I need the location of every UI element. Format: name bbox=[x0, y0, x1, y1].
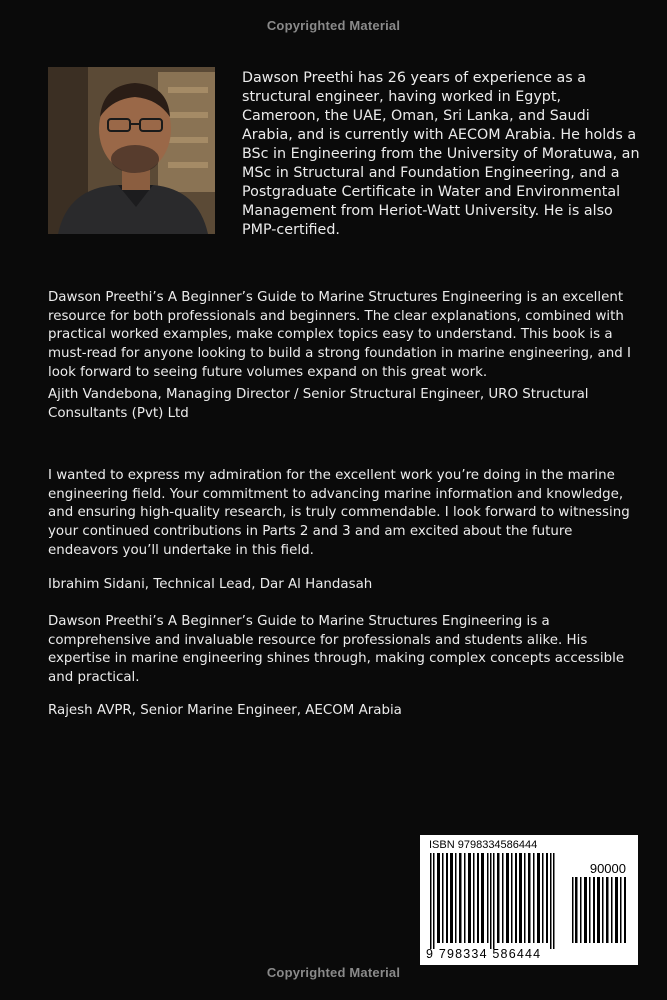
endorsement-quote: I wanted to express my admiration for the excellent work you’re doing in the marine engineering field. Your commitment to advancing marine information and knowledge, and ensuring high-quality research, is truly commendable. I look forward to witnessing your continued contributions in Parts 2 and 3 and am excited about the future endeavors you’ll undertake in this field. bbox=[48, 468, 630, 558]
author-bio: Dawson Preethi has 26 years of experience as a structural engineer, having worked in Egypt, Cameroon, the UAE, Oman, Sri Lanka, and Saudi Arabia, and is currently with AECOM Arabia. He holds a BSc in Engineering from the University of Moratuwa, an MSc in Structural and Foundation Engineering, and a Postgraduate Certificate in Water and Environmental Management from Heriot-Watt University. He is also PMP-certified. bbox=[242, 70, 640, 238]
endorsement-quote: Dawson Preethi’s A Beginner’s Guide to Marine Structures Engineering is a comprehensive and invaluable resource for professionals and students alike. His expertise in marine engineering shines through, making complex concepts accessible and practical. bbox=[48, 614, 625, 686]
isbn-label: ISBN 9798334586444 bbox=[429, 839, 538, 851]
ean-barcode-bars bbox=[426, 853, 566, 949]
endorsement-quote: Dawson Preethi’s A Beginner’s Guide to Marine Structures Engineering is an excellent resource for both professionals and beginners. The clear explanations, combined with practical worked examples, make complex topics easy to understand. This book is a must-read for anyone looking to build a strong foundation in marine engineering, and I look forward to seeing future volumes expand on this great work. bbox=[48, 290, 631, 380]
endorsement-attribution: Ibrahim Sidani, Technical Lead, Dar Al Handasah bbox=[48, 577, 373, 592]
author-photo bbox=[48, 67, 215, 234]
endorsement-attribution: Ajith Vandebona, Managing Director / Senior Structural Engineer, URO Structural Consultants (Pvt) Ltd bbox=[48, 387, 589, 421]
copyright-watermark-bottom: Copyrighted Material bbox=[266, 965, 401, 980]
ean-digits: 9 798334 586444 bbox=[426, 947, 542, 961]
endorsement-attribution: Rajesh AVPR, Senior Marine Engineer, AECOM Arabia bbox=[48, 703, 402, 718]
author-portrait-icon bbox=[48, 67, 215, 234]
copyright-watermark-top: Copyrighted Material bbox=[266, 18, 401, 33]
isbn-barcode bbox=[420, 835, 638, 965]
addon-barcode-bars bbox=[570, 877, 630, 943]
price-code: 90000 bbox=[589, 861, 626, 876]
